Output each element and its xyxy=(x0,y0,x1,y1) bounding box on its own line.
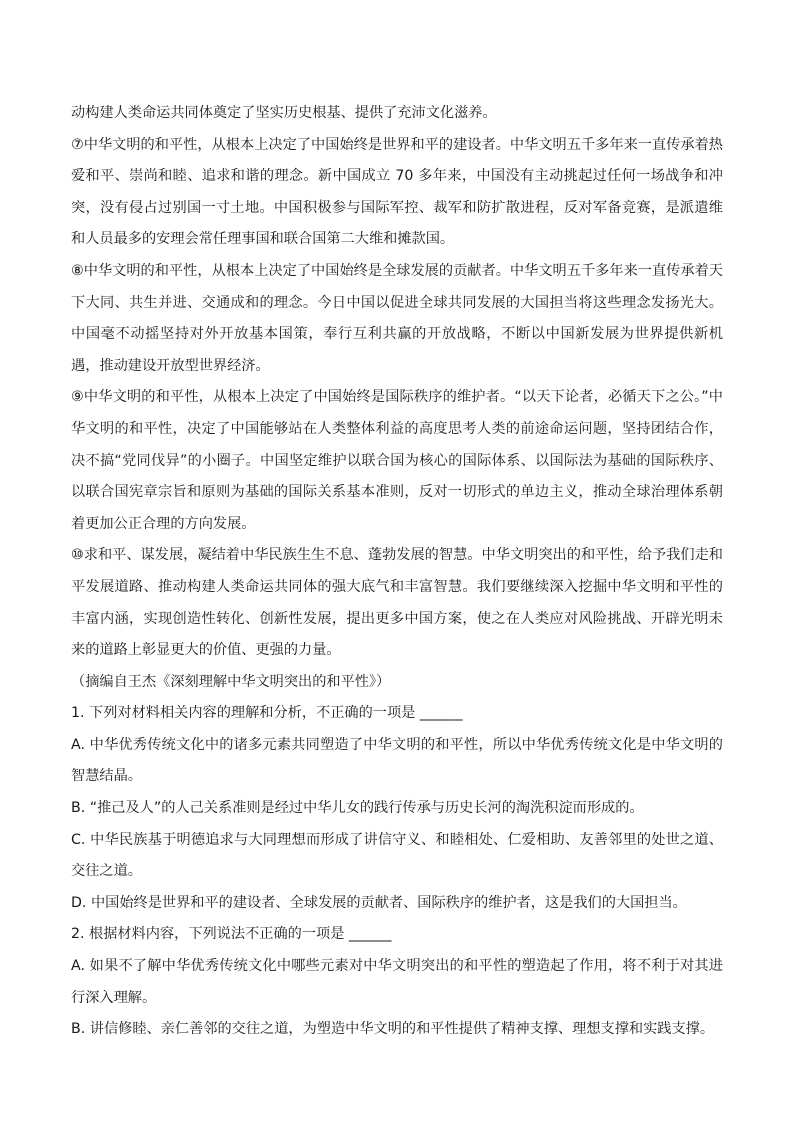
question-2: 2. 根据材料内容，下列说法不正确的一项是 ______ xyxy=(71,926,392,943)
question-1-option-c: C. 中华民族基于明德追求与大同理想而形成了讲信守义、和睦相处、仁爱相助、友善邻里的处世之道、交往之道。 xyxy=(71,831,723,880)
paragraph-continuation: 动构建人类命运共同体奠定了坚实历史根基、提供了充沛文化滋养。 xyxy=(71,105,497,121)
paragraph-10: ⑩求和平、谋发展，凝结着中华民族生生不息、蓬勃发展的智慧。中华文明突出的和平性，给予我们走和平发展道路、推动构建人类命运共同体的强大底气和丰富智慧。我们要继续深入挖掘中华文明和平性的丰富内涵，实现创造性转化、创新性发展，提出更多中国方案，使之在人类应对风险挑战、开辟光明未来的道路上彰显更大的价值、更强的力量。 xyxy=(71,547,723,659)
source-citation: （摘编自王杰《深刻理解中华文明突出的和平性》） xyxy=(71,673,391,690)
question-1: 1. 下列对材料相关内容的理解和分析，不正确的一项是 ______ xyxy=(71,705,463,722)
paragraph-9: ⑨中华文明的和平性，从根本上决定了中国始终是国际秩序的维护者。“以天下论者，必循天下之公。”中华文明的和平性，决定了中国能够站在人类整体利益的高度思考人类的前途命运问题，坚持团结合作，决不搞“党同伐异”的小圈子。中国坚定维护以联合国为核心的国际体系、以国际法为基础的国际秩序、以联合国宪章宗旨和原则为基础的国际关系基本准则，反对一切形式的单边主义，推动全球治理体系朝着更加公正合理的方向发展。 xyxy=(71,389,723,532)
question-2-option-a: A. 如果不了解中华优秀传统文化中哪些元素对中华文明突出的和平性的塑造起了作用，将不利于对其进行深入理解。 xyxy=(71,958,723,1006)
paragraph-7: ⑦中华文明的和平性，从根本上决定了中国始终是世界和平的建设者。中华文明五千多年来一直传承着热爱和平、崇尚和睦、追求和谐的理念。新中国成立 70 多年来，中国没有主动挑起过任何一场战争和冲突，没有侵占过别国一寸土地。中国积极参与国际军控、裁军和防扩散进程，反对军备竞赛，是派遣维和人员最多的安理会常任理事国和联合国第二大维和摊款国。 xyxy=(71,136,723,248)
question-1-option-b: B. “推己及人”的人己关系准则是经过中华儿女的践行传承与历史长河的淘洗积淀而形成的。 xyxy=(71,800,644,817)
document-body xyxy=(71,98,723,1046)
question-1-option-a: A. 中华优秀传统文化中的诸多元素共同塑造了中华文明的和平性，所以中华优秀传统文化是中华文明的智慧结晶。 xyxy=(71,736,723,785)
paragraph-8: ⑧中华文明的和平性，从根本上决定了中国始终是全球发展的贡献者。中华文明五千多年来一直传承着天下大同、共生并进、交通成和的理念。今日中国以促进全球共同发展的大国担当将这些理念发扬光大。中国毫不动摇坚持对外开放基本国策，奉行互利共赢的开放战略，不断以中国新发展为世界提供新机遇，推动建设开放型世界经济。 xyxy=(71,262,723,374)
question-1-option-d: D. 中国始终是世界和平的建设者、全球发展的贡献者、国际秩序的维护者，这是我们的大国担当。 xyxy=(71,894,687,911)
question-2-option-b: B. 讲信修睦、亲仁善邻的交往之道，为塑造中华文明的和平性提供了精神支撑、理想支撑和实践支撑。 xyxy=(71,1021,715,1038)
